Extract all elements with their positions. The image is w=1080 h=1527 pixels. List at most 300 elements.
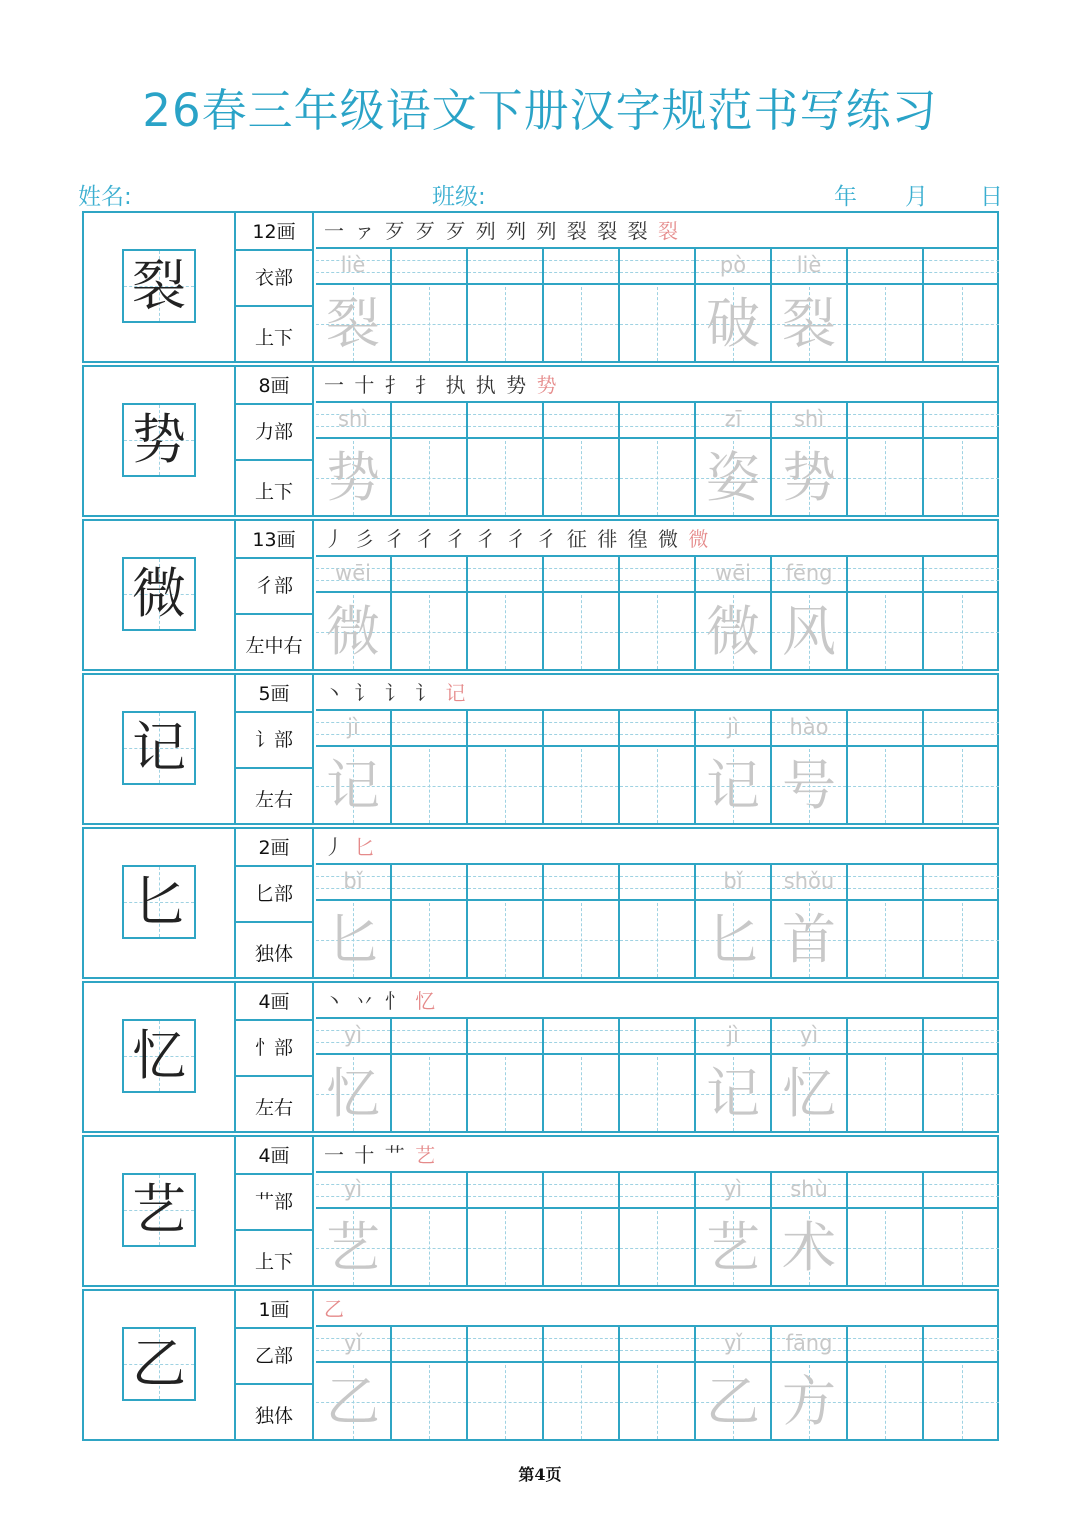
pinyin-lines xyxy=(924,865,999,901)
stroke-count: 4画 xyxy=(236,1137,312,1175)
stroke-final: 乙 xyxy=(324,1297,346,1321)
tianzige-cell xyxy=(468,595,542,669)
writing-cell[interactable] xyxy=(772,711,848,823)
radical: 匕部 xyxy=(236,867,312,923)
writing-cell[interactable] xyxy=(468,403,544,515)
writing-cell[interactable] xyxy=(772,1019,848,1131)
pinyin-lines xyxy=(772,249,846,285)
writing-cell[interactable] xyxy=(924,865,999,977)
writing-cell[interactable] xyxy=(544,1327,620,1439)
pinyin-lines xyxy=(924,1327,999,1363)
writing-cell[interactable] xyxy=(468,865,544,977)
pinyin-lines xyxy=(620,249,694,285)
tianzige-cell xyxy=(620,903,694,977)
writing-cell[interactable] xyxy=(468,1019,544,1131)
tianzige-cell xyxy=(696,1365,770,1439)
character-info xyxy=(236,521,314,669)
writing-cell[interactable] xyxy=(544,1019,620,1131)
trace-pinyin: shǒu xyxy=(783,869,835,893)
writing-grid xyxy=(316,557,999,669)
writing-cell[interactable] xyxy=(620,249,696,361)
writing-cell[interactable] xyxy=(924,711,999,823)
tianzige-cell xyxy=(316,595,390,669)
stroke-order xyxy=(316,675,999,711)
tianzige-cell xyxy=(544,1365,618,1439)
writing-cell[interactable] xyxy=(696,1173,772,1285)
pinyin-lines xyxy=(696,1019,770,1055)
trace-pinyin: liè xyxy=(796,253,822,277)
writing-cell[interactable] xyxy=(696,1019,772,1131)
stroke-count: 5画 xyxy=(236,675,312,713)
tianzige-cell xyxy=(392,287,466,361)
tianzige-cell xyxy=(924,595,999,669)
stroke-step: 一 xyxy=(324,1143,346,1167)
stroke-step: 歹 xyxy=(384,219,407,243)
character-info xyxy=(236,983,314,1131)
structure: 左右 xyxy=(254,789,293,811)
writing-cell[interactable] xyxy=(392,1173,468,1285)
stroke-count: 1画 xyxy=(236,1291,312,1329)
pinyin-lines xyxy=(772,865,846,901)
stroke-count: 8画 xyxy=(236,367,312,405)
trace-character: 记 xyxy=(706,754,760,817)
stroke-final: 裂 xyxy=(657,219,680,243)
tianzige-cell xyxy=(772,1365,846,1439)
tianzige-cell xyxy=(620,287,694,361)
pinyin-lines xyxy=(696,249,770,285)
trace-pinyin: yì xyxy=(343,1023,363,1047)
stroke-step: 讠 xyxy=(354,681,377,705)
stroke-step: 裂 xyxy=(566,219,589,243)
writing-cell[interactable] xyxy=(772,865,848,977)
trace-character: 方 xyxy=(782,1370,836,1433)
trace-pinyin: yì xyxy=(343,1177,363,1201)
pinyin-lines xyxy=(468,865,542,901)
writing-cell[interactable] xyxy=(772,1327,848,1439)
writing-cell[interactable] xyxy=(924,1173,999,1285)
pinyin-lines xyxy=(924,249,999,285)
model-character-cell xyxy=(84,983,236,1131)
pinyin-lines xyxy=(620,1327,694,1363)
tianzige-box xyxy=(122,1019,196,1093)
writing-cell[interactable] xyxy=(392,557,468,669)
model-character: 微 xyxy=(132,562,186,625)
tianzige-cell xyxy=(924,1057,999,1131)
tianzige-cell xyxy=(696,1057,770,1131)
stroke-step: 扌 xyxy=(384,373,407,397)
tianzige-cell xyxy=(924,1365,999,1439)
writing-cell[interactable] xyxy=(848,557,924,669)
tianzige-box xyxy=(122,711,196,785)
structure: 左右 xyxy=(254,1097,293,1119)
writing-cell[interactable] xyxy=(924,403,999,515)
writing-cell[interactable] xyxy=(696,711,772,823)
tianzige-cell xyxy=(924,1211,999,1285)
name-label: 姓名: xyxy=(78,184,132,210)
stroke-step: 列 xyxy=(475,219,498,243)
tianzige-cell xyxy=(316,441,390,515)
stroke-final: 艺 xyxy=(415,1143,438,1167)
stroke-order xyxy=(316,521,999,557)
writing-cell[interactable] xyxy=(696,1327,772,1439)
model-character: 记 xyxy=(132,716,186,779)
trace-character: 艺 xyxy=(326,1216,380,1279)
writing-cell[interactable] xyxy=(696,865,772,977)
stroke-step: 裂 xyxy=(627,219,650,243)
pinyin-lines xyxy=(620,403,694,439)
writing-cell[interactable] xyxy=(620,557,696,669)
character-block xyxy=(82,519,999,671)
pinyin-lines xyxy=(924,1019,999,1055)
model-character-cell xyxy=(84,213,236,361)
model-character-cell xyxy=(84,521,236,669)
trace-character: 记 xyxy=(706,1062,760,1125)
tianzige-cell xyxy=(544,287,618,361)
stroke-final: 匕 xyxy=(354,835,377,859)
stroke-final: 记 xyxy=(445,681,468,705)
radical: 衣部 xyxy=(236,251,312,307)
trace-pinyin: bǐ xyxy=(723,869,743,893)
writing-grid xyxy=(316,865,999,977)
trace-pinyin: fāng xyxy=(785,1331,833,1355)
writing-cell[interactable] xyxy=(696,249,772,361)
pinyin-lines xyxy=(696,1327,770,1363)
writing-cell[interactable] xyxy=(696,403,772,515)
stroke-count: 12画 xyxy=(236,213,312,251)
trace-character: 破 xyxy=(706,292,760,355)
pinyin-lines xyxy=(392,1173,466,1209)
writing-cell[interactable] xyxy=(772,1173,848,1285)
trace-pinyin: jì xyxy=(727,1023,739,1047)
pinyin-lines xyxy=(544,1327,618,1363)
tianzige-cell xyxy=(924,441,999,515)
trace-character: 术 xyxy=(782,1216,836,1279)
pinyin-lines xyxy=(696,557,770,593)
pinyin-lines xyxy=(468,1327,542,1363)
stroke-count: 13画 xyxy=(236,521,312,559)
writing-cell[interactable] xyxy=(544,249,620,361)
stroke-step: 丶 xyxy=(324,989,346,1013)
writing-grid xyxy=(316,249,999,361)
writing-cell[interactable] xyxy=(316,711,392,823)
stroke-final: 势 xyxy=(536,373,559,397)
writing-cell[interactable] xyxy=(772,249,848,361)
writing-cell[interactable] xyxy=(468,557,544,669)
trace-character: 乙 xyxy=(706,1370,760,1433)
writing-cell[interactable] xyxy=(392,711,468,823)
stroke-step: 十 xyxy=(354,1143,377,1167)
stroke-step: 彳 xyxy=(475,527,498,551)
character-block xyxy=(82,673,999,825)
trace-character: 势 xyxy=(782,446,836,509)
writing-cell[interactable] xyxy=(468,1327,544,1439)
pinyin-lines xyxy=(620,1173,694,1209)
stroke-step: 彳 xyxy=(536,527,559,551)
stroke-step: 丿 xyxy=(324,835,346,859)
writing-cell[interactable] xyxy=(392,865,468,977)
tianzige-cell xyxy=(848,903,922,977)
radical: 乙部 xyxy=(236,1329,312,1385)
writing-cell[interactable] xyxy=(848,1327,924,1439)
stroke-step: 讠 xyxy=(384,681,407,705)
writing-cell[interactable] xyxy=(848,403,924,515)
writing-cell[interactable] xyxy=(924,1327,999,1439)
pinyin-lines xyxy=(392,557,466,593)
tianzige-cell xyxy=(924,749,999,823)
writing-cell[interactable] xyxy=(620,403,696,515)
writing-cell[interactable] xyxy=(392,1019,468,1131)
tianzige-box xyxy=(122,557,196,631)
pinyin-lines xyxy=(544,403,618,439)
writing-cell[interactable] xyxy=(924,557,999,669)
tianzige-cell xyxy=(392,1365,466,1439)
writing-cell[interactable] xyxy=(316,1173,392,1285)
structure: 独体 xyxy=(254,1405,293,1427)
character-block xyxy=(82,211,999,363)
tianzige-cell xyxy=(392,749,466,823)
writing-cell[interactable] xyxy=(316,557,392,669)
tianzige-cell xyxy=(772,1057,846,1131)
pinyin-lines xyxy=(848,249,922,285)
character-block xyxy=(82,827,999,979)
writing-cell[interactable] xyxy=(468,711,544,823)
stroke-step: 十 xyxy=(354,373,377,397)
pinyin-lines xyxy=(696,865,770,901)
pinyin-lines xyxy=(620,711,694,747)
trace-pinyin: jì xyxy=(347,715,359,739)
pinyin-lines xyxy=(468,557,542,593)
page-title: 26春三年级语文下册汉字规范书写练习 xyxy=(142,84,938,137)
writing-cell[interactable] xyxy=(924,249,999,361)
tianzige-cell xyxy=(772,749,846,823)
tianzige-cell xyxy=(468,287,542,361)
tianzige-cell xyxy=(696,287,770,361)
structure: 上下 xyxy=(254,1251,293,1273)
stroke-step: 微 xyxy=(657,527,680,551)
pinyin-lines xyxy=(316,1019,390,1055)
writing-cell[interactable] xyxy=(620,711,696,823)
tianzige-cell xyxy=(696,1211,770,1285)
model-character-cell xyxy=(84,367,236,515)
model-character: 乙 xyxy=(132,1332,186,1395)
writing-cell[interactable] xyxy=(544,403,620,515)
writing-grid xyxy=(316,1173,999,1285)
stroke-step: 丷 xyxy=(354,989,377,1013)
tianzige-cell xyxy=(848,1211,922,1285)
tianzige-cell xyxy=(544,903,618,977)
pinyin-lines xyxy=(392,1019,466,1055)
pinyin-lines xyxy=(848,711,922,747)
stroke-step: 彳 xyxy=(445,527,468,551)
writing-cell[interactable] xyxy=(544,557,620,669)
writing-cell[interactable] xyxy=(620,865,696,977)
pinyin-lines xyxy=(924,403,999,439)
trace-character: 微 xyxy=(706,600,760,663)
stroke-order xyxy=(316,213,999,249)
writing-cell[interactable] xyxy=(620,1019,696,1131)
tianzige-cell xyxy=(620,595,694,669)
writing-cell[interactable] xyxy=(620,1327,696,1439)
pinyin-lines xyxy=(620,865,694,901)
pinyin-lines xyxy=(772,1327,846,1363)
writing-cell[interactable] xyxy=(316,1019,392,1131)
tianzige-cell xyxy=(848,1365,922,1439)
stroke-step: 扌 xyxy=(415,373,438,397)
pinyin-lines xyxy=(392,865,466,901)
writing-cell[interactable] xyxy=(848,865,924,977)
trace-character: 忆 xyxy=(326,1062,380,1125)
tianzige-cell xyxy=(696,749,770,823)
page-number: 第4页 xyxy=(518,1465,562,1484)
writing-cell[interactable] xyxy=(392,249,468,361)
tianzige-cell xyxy=(544,1057,618,1131)
pinyin-lines xyxy=(924,1173,999,1209)
stroke-order xyxy=(316,1137,999,1173)
radical: 讠部 xyxy=(236,713,312,769)
writing-cell[interactable] xyxy=(316,249,392,361)
stroke-step: 列 xyxy=(536,219,559,243)
tianzige-cell xyxy=(316,1211,390,1285)
writing-grid xyxy=(316,1327,999,1439)
trace-character: 忆 xyxy=(782,1062,836,1125)
stroke-step: 丿 xyxy=(324,527,346,551)
model-character-cell xyxy=(84,829,236,977)
trace-pinyin: shì xyxy=(793,407,825,431)
radical: 力部 xyxy=(236,405,312,461)
tianzige-box xyxy=(122,1327,196,1401)
trace-character: 风 xyxy=(782,600,836,663)
writing-cell[interactable] xyxy=(544,865,620,977)
tianzige-cell xyxy=(316,287,390,361)
tianzige-cell xyxy=(316,1365,390,1439)
pinyin-lines xyxy=(696,711,770,747)
model-character-cell xyxy=(84,1291,236,1439)
tianzige-cell xyxy=(316,749,390,823)
stroke-step: 讠 xyxy=(415,681,438,705)
model-character: 裂 xyxy=(132,254,186,317)
tianzige-cell xyxy=(772,903,846,977)
writing-cell[interactable] xyxy=(392,1327,468,1439)
trace-character: 裂 xyxy=(326,292,380,355)
stroke-order xyxy=(316,1291,999,1327)
tianzige-cell xyxy=(620,749,694,823)
stroke-step: 一 xyxy=(324,373,346,397)
writing-cell[interactable] xyxy=(544,711,620,823)
tianzige-cell xyxy=(468,1365,542,1439)
writing-cell[interactable] xyxy=(620,1173,696,1285)
writing-cell[interactable] xyxy=(772,403,848,515)
trace-pinyin: yǐ xyxy=(343,1331,363,1355)
model-character: 势 xyxy=(132,408,186,471)
trace-pinyin: hào xyxy=(789,715,829,739)
pinyin-lines xyxy=(468,1019,542,1055)
pinyin-lines xyxy=(392,1327,466,1363)
pinyin-lines xyxy=(544,557,618,593)
trace-character: 匕 xyxy=(326,908,380,971)
tianzige-cell xyxy=(468,903,542,977)
pinyin-lines xyxy=(468,711,542,747)
pinyin-lines xyxy=(772,403,846,439)
tianzige-cell xyxy=(620,1365,694,1439)
tianzige-cell xyxy=(392,903,466,977)
trace-character: 艺 xyxy=(706,1216,760,1279)
tianzige-cell xyxy=(544,1211,618,1285)
stroke-step: 丶 xyxy=(324,681,346,705)
character-block xyxy=(82,1135,999,1287)
pinyin-lines xyxy=(772,1173,846,1209)
tianzige-cell xyxy=(772,595,846,669)
writing-grid xyxy=(316,403,999,515)
writing-grid xyxy=(316,1019,999,1131)
tianzige-cell xyxy=(468,1211,542,1285)
writing-cell[interactable] xyxy=(316,1327,392,1439)
writing-cell[interactable] xyxy=(848,1173,924,1285)
trace-pinyin: yì xyxy=(799,1023,819,1047)
tianzige-cell xyxy=(620,1057,694,1131)
writing-cell[interactable] xyxy=(772,557,848,669)
writing-cell[interactable] xyxy=(848,1019,924,1131)
trace-character: 微 xyxy=(326,600,380,663)
stroke-count: 4画 xyxy=(236,983,312,1021)
stroke-step: 歹 xyxy=(445,219,468,243)
tianzige-cell xyxy=(468,749,542,823)
stroke-step: 执 xyxy=(445,373,468,397)
character-block xyxy=(82,365,999,517)
trace-pinyin: bǐ xyxy=(343,869,363,893)
writing-cell[interactable] xyxy=(924,1019,999,1131)
pinyin-lines xyxy=(924,557,999,593)
pinyin-lines xyxy=(316,1327,390,1363)
tianzige-box xyxy=(122,249,196,323)
tianzige-cell xyxy=(468,1057,542,1131)
trace-pinyin: zī xyxy=(724,407,742,431)
month-label: 月 xyxy=(905,184,928,210)
writing-cell[interactable] xyxy=(316,865,392,977)
stroke-step: 征 xyxy=(566,527,589,551)
tianzige-box xyxy=(122,1173,196,1247)
tianzige-cell xyxy=(924,287,999,361)
pinyin-lines xyxy=(848,557,922,593)
tianzige-cell xyxy=(392,1211,466,1285)
writing-cell[interactable] xyxy=(468,1173,544,1285)
pinyin-lines xyxy=(468,249,542,285)
pinyin-lines xyxy=(848,1019,922,1055)
pinyin-lines xyxy=(316,711,390,747)
stroke-count: 2画 xyxy=(236,829,312,867)
writing-cell[interactable] xyxy=(392,403,468,515)
writing-cell[interactable] xyxy=(316,403,392,515)
model-character: 匕 xyxy=(132,870,186,933)
model-character-cell xyxy=(84,675,236,823)
structure: 上下 xyxy=(254,327,293,349)
tianzige-cell xyxy=(848,287,922,361)
trace-character: 匕 xyxy=(706,908,760,971)
tianzige-box xyxy=(122,403,196,477)
tianzige-cell xyxy=(848,595,922,669)
trace-pinyin: yì xyxy=(723,1177,743,1201)
tianzige-cell xyxy=(620,441,694,515)
writing-cell[interactable] xyxy=(544,1173,620,1285)
writing-cell[interactable] xyxy=(696,557,772,669)
writing-grid xyxy=(316,711,999,823)
year-label: 年 xyxy=(834,184,857,210)
character-block xyxy=(82,981,999,1133)
writing-cell[interactable] xyxy=(848,249,924,361)
stroke-step: 忄 xyxy=(384,989,407,1013)
writing-cell[interactable] xyxy=(468,249,544,361)
character-block xyxy=(82,1289,999,1441)
writing-cell[interactable] xyxy=(848,711,924,823)
